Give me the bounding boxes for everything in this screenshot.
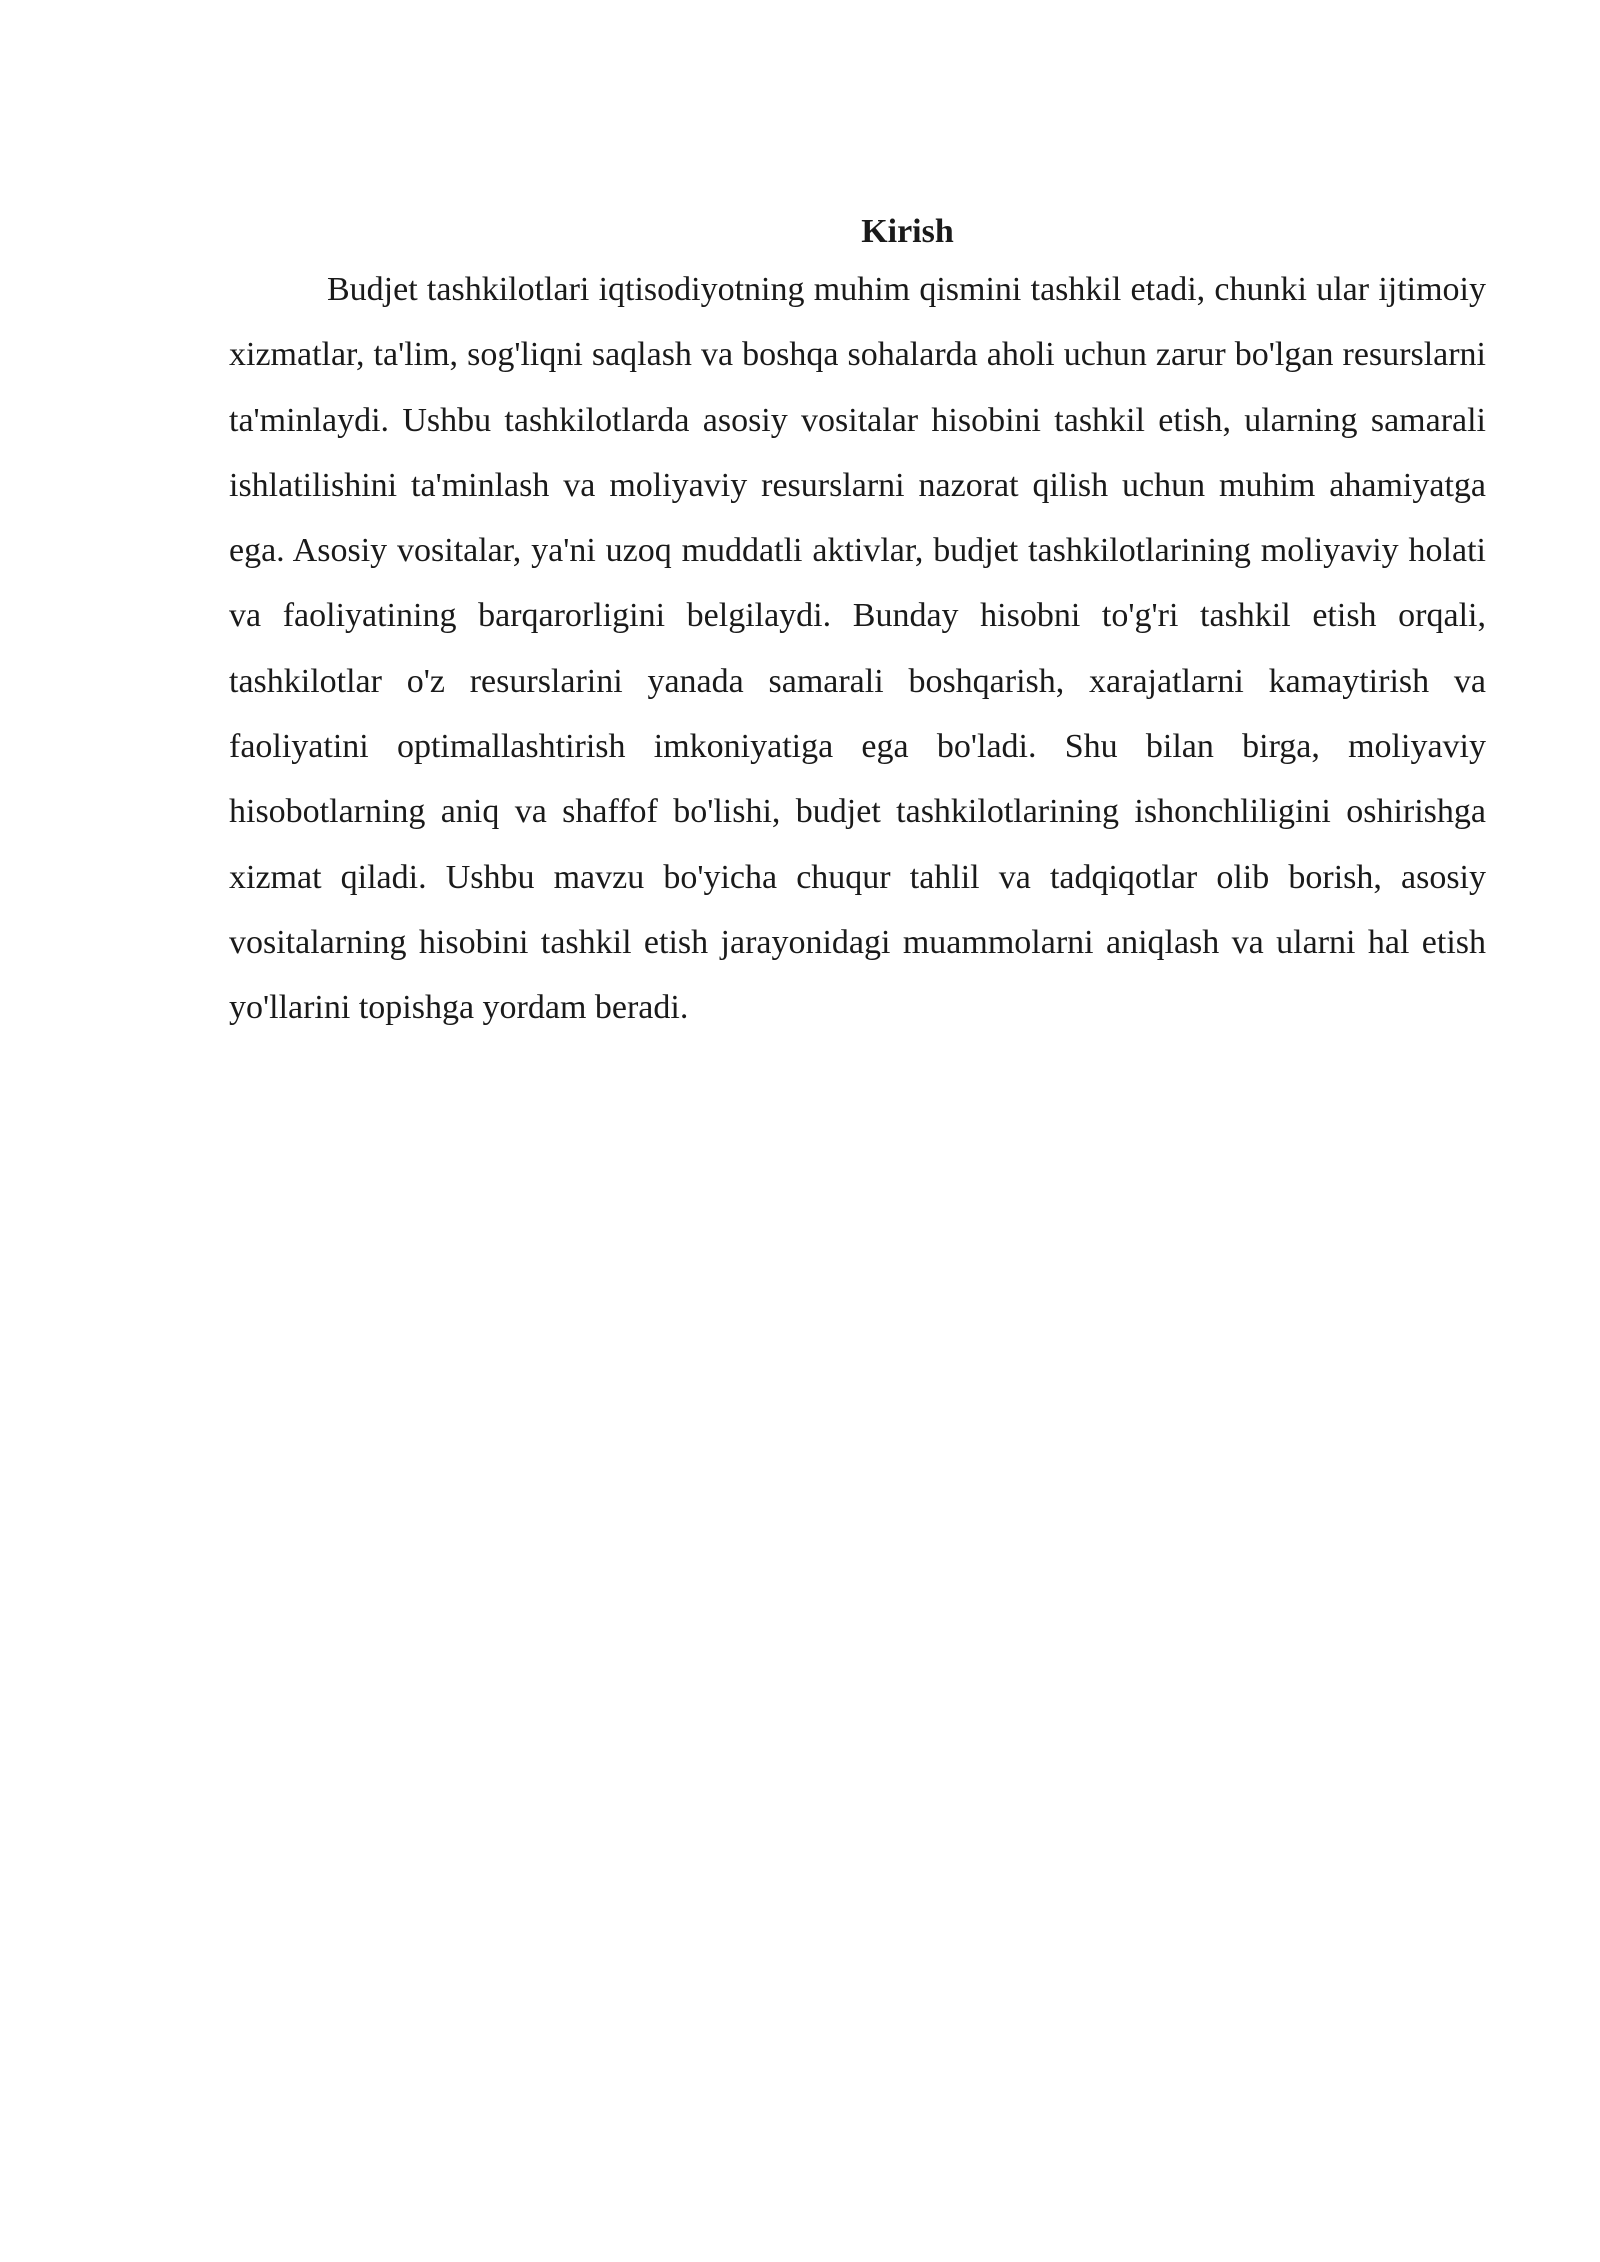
body-paragraph: Budjet tashkilotlari iqtisodiyotning muhim qismini tashkil etadi, chunki ular ijtimoiy xizmatlar, ta'lim, sog'liqni saqlash va boshqa sohalarda aholi uchun zarur bo'lgan resurslarni ta'minlaydi. Ushbu tashkilotlarda asosiy vositalar hisobini tashkil etish, ularning samarali ishlatilishini ta'minlash va moliyaviy resurslarni nazorat qilish uchun muhim ahamiyatga ega. Asosiy vositalar, ya'ni uzoq muddatli aktivlar, budjet tashkilotlarining moliyaviy holati va faoliyatining barqarorligini belgilaydi. Bunday hisobni to'g'ri tashkil etish orqali, tashkilotlar o'z resurslarini yanada samarali boshqarish, xarajatlarni kamaytirish va faoliyatini optimallashtirish imkoniyatiga ega bo'ladi. Shu bilan birga, moliyaviy hisobotlarning aniq va shaffof bo'lishi, budjet tashkilotlarining ishonchliligini oshirishga xizmat qiladi. Ushbu mavzu bo'yicha chuqur tahlil va tadqiqotlar olib borish, asosiy vositalarning hisobini tashkil etish jarayonidagi muammolarni aniqlash va ularni hal etish yo'llarini topishga yordam beradi. — [229, 271, 1486, 1027]
document-body — [229, 207, 1486, 1041]
section-title: Kirish — [861, 213, 954, 250]
